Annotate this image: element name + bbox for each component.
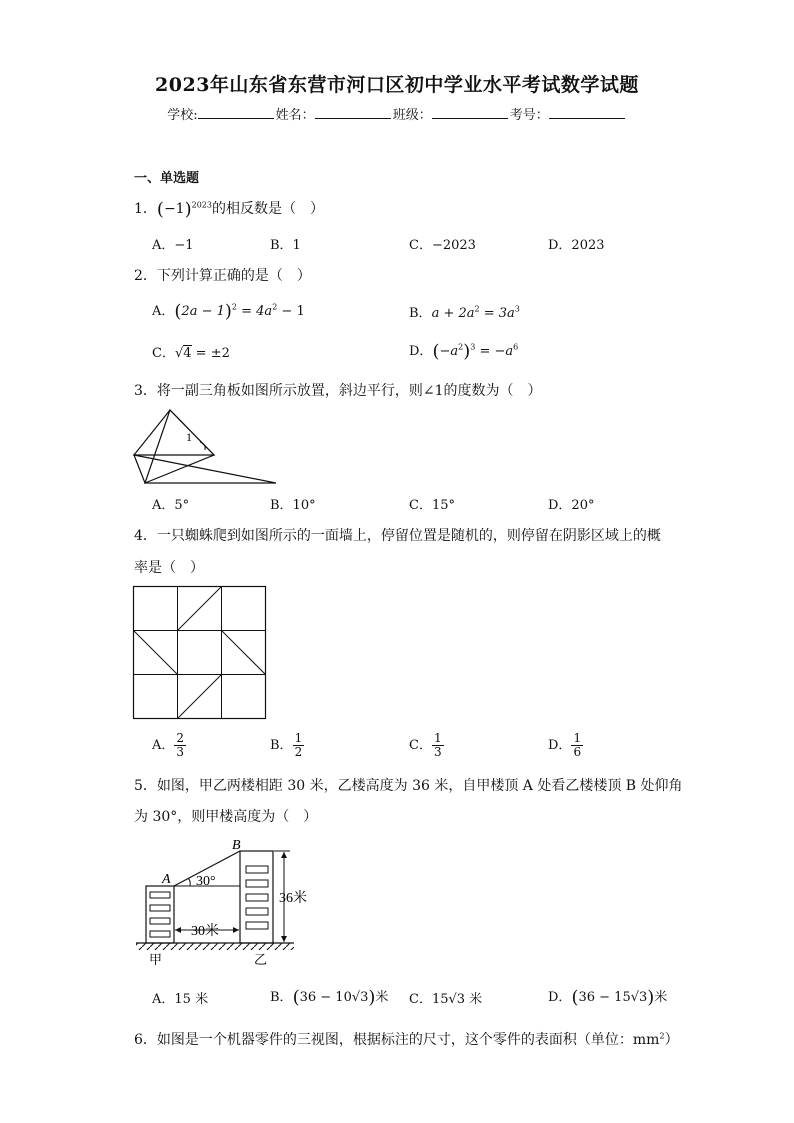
question-5-stem-line2: 为 30°，则甲楼高度为（ ） bbox=[134, 809, 318, 825]
height-label: 36米 bbox=[279, 891, 307, 906]
page-title: 2023年山东省东营市河口区初中学业水平考试数学试题 bbox=[155, 74, 639, 96]
q4-option-a[interactable]: A． $\frac{2}{3}$ bbox=[152, 731, 185, 759]
student-info-line bbox=[0, 104, 794, 123]
section-heading: 一、单选题 bbox=[134, 171, 200, 186]
q1-option-d[interactable]: D．2023 bbox=[548, 238, 605, 253]
distance-label: 30米 bbox=[191, 924, 219, 939]
question-1-text: 的相反数是（ ） bbox=[211, 201, 324, 217]
question-1-stem: 1．$(-1)^{2023}$的相反数是（ ） bbox=[134, 199, 324, 220]
wall-grid-figure bbox=[133, 586, 267, 720]
question-4-stem-line2: 率是（ ） bbox=[134, 560, 204, 576]
school-label: 学校: bbox=[167, 108, 198, 123]
q2-option-d[interactable]: D．$(-a^2)^3 = -a^6$ bbox=[409, 341, 519, 362]
angle-label: 30° bbox=[196, 874, 216, 889]
q5-option-b[interactable]: B．(36 − 10√3)米 bbox=[270, 987, 389, 1008]
angle-1-label: 1 bbox=[186, 430, 192, 444]
q3-option-a[interactable]: A．5° bbox=[152, 498, 190, 513]
q4-option-b[interactable]: B． $\frac{1}{2}$ bbox=[270, 731, 303, 759]
q2-option-b[interactable]: B．$a + 2a^2 = 3a^3$ bbox=[409, 304, 520, 321]
school-blank[interactable] bbox=[198, 106, 274, 119]
point-a-label: A bbox=[162, 872, 171, 887]
exam-no-label: 考号： bbox=[509, 108, 549, 123]
question-5-stem-line1: 5．如图，甲乙两楼相距 30 米，乙楼高度为 36 米，自甲楼顶 A 处看乙楼楼顶 B 处仰角 bbox=[134, 778, 683, 794]
q3-option-d[interactable]: D．20° bbox=[548, 498, 595, 513]
q2-option-c[interactable]: C．√4 = ±2 bbox=[152, 346, 230, 361]
q2-option-a[interactable]: A．$(2a - 1)^2 = 4a^2 - 1$ bbox=[152, 301, 305, 322]
class-label: 班级： bbox=[392, 108, 432, 123]
name-blank[interactable] bbox=[315, 106, 391, 119]
exam-no-blank[interactable] bbox=[549, 106, 625, 119]
class-blank[interactable] bbox=[432, 106, 508, 119]
question-2-stem: 2．下列计算正确的是（ ） bbox=[134, 268, 311, 284]
q3-option-c[interactable]: C．15° bbox=[409, 498, 455, 513]
triangle-set-figure bbox=[130, 408, 280, 488]
q3-option-b[interactable]: B．10° bbox=[270, 498, 316, 513]
q5-option-a[interactable]: A．15 米 bbox=[152, 992, 209, 1007]
q4-option-d[interactable]: D． $\frac{1}{6}$ bbox=[548, 731, 582, 759]
q4-option-c[interactable]: C． $\frac{1}{3}$ bbox=[409, 731, 442, 759]
question-1-number: 1． bbox=[134, 201, 157, 217]
q5-option-c[interactable]: C．15√3 米 bbox=[409, 992, 483, 1007]
q1-option-a[interactable]: A．−1 bbox=[152, 238, 194, 253]
question-3-stem: 3．将一副三角板如图所示放置，斜边平行，则∠1的度数为（ ） bbox=[134, 383, 542, 399]
q1-option-c[interactable]: C．−2023 bbox=[409, 238, 476, 253]
q1-option-b[interactable]: B．1 bbox=[270, 238, 301, 253]
q5-option-d[interactable]: D．(36 − 15√3)米 bbox=[548, 987, 668, 1008]
question-1-base: −1 bbox=[163, 201, 185, 217]
building-yi-label: 乙 bbox=[254, 952, 268, 967]
point-b-label: B bbox=[232, 838, 241, 853]
name-label: 姓名： bbox=[275, 108, 315, 123]
question-4-stem-line1: 4．一只蜘蛛爬到如图所示的一面墙上，停留位置是随机的，则停留在阴影区域上的概 bbox=[134, 528, 661, 544]
question-1-exponent: 2023 bbox=[191, 200, 212, 210]
question-6-stem: 6．如图是一个机器零件的三视图，根据标注的尺寸，这个零件的表面积（单位：$mm^2$） bbox=[134, 1031, 679, 1048]
buildings-figure bbox=[134, 835, 334, 970]
building-jia-label: 甲 bbox=[149, 952, 163, 967]
